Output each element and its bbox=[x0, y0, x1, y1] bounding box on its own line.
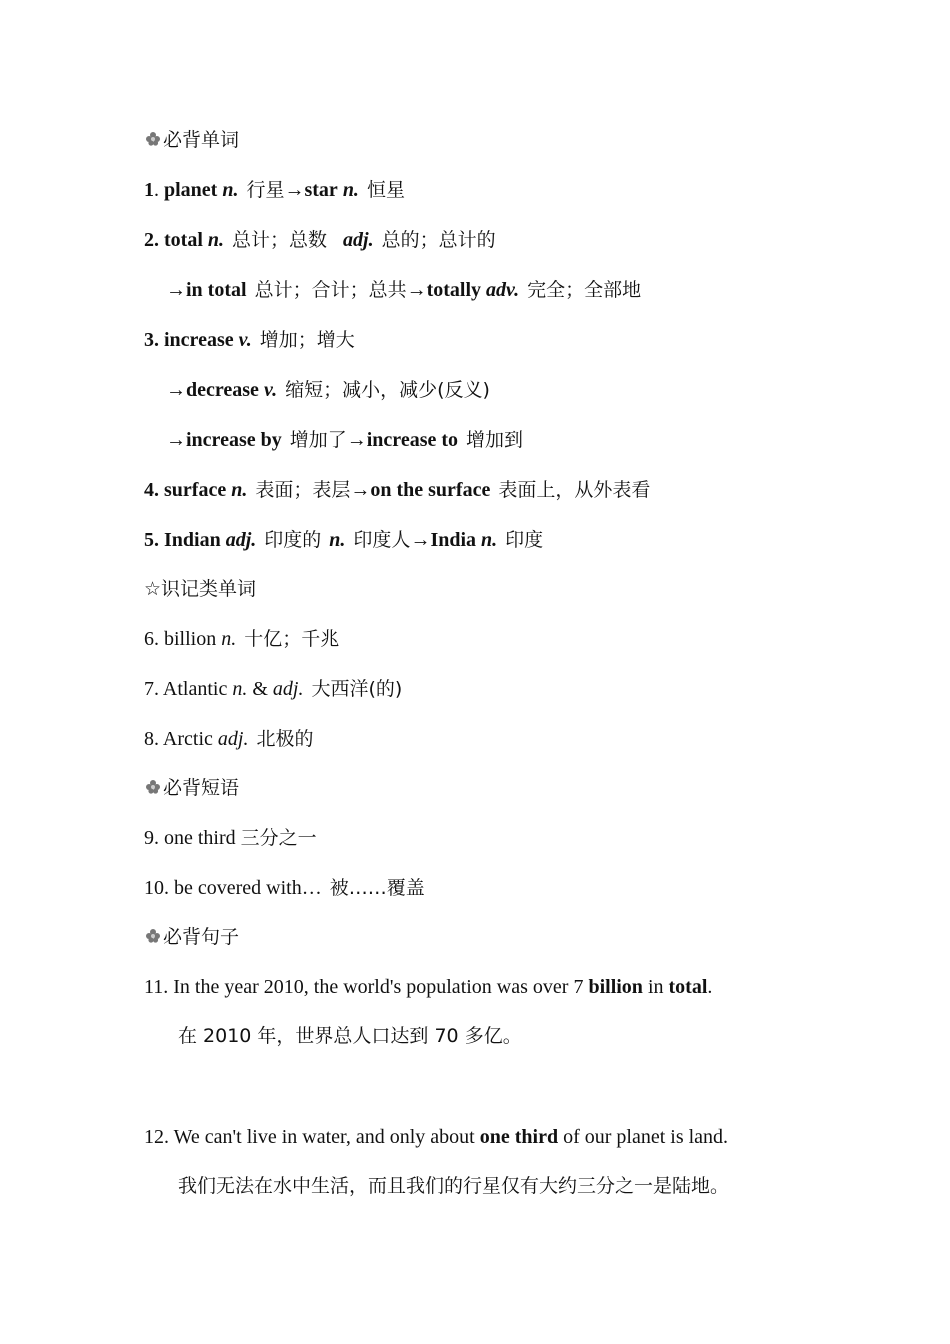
part-of-speech: n. bbox=[207, 229, 225, 251]
phrase-entry-9 bbox=[144, 824, 317, 852]
arrow: → bbox=[166, 429, 186, 451]
vocab-entry-2-derivatives bbox=[166, 276, 641, 304]
vocab-entry-1: 1. planet n. 行星→star n. 恒星 bbox=[144, 179, 405, 201]
entry-number: 7. bbox=[144, 678, 159, 700]
meaning: 完全；全部地 bbox=[527, 279, 642, 301]
sentence-12-english bbox=[144, 1123, 728, 1151]
key-word: billion bbox=[588, 976, 643, 998]
entry-word: billion bbox=[164, 628, 217, 650]
sentence-12-chinese bbox=[178, 1172, 729, 1200]
key-word: total bbox=[668, 976, 708, 998]
section-title: 必背句子 bbox=[163, 926, 240, 948]
sentence-text: . bbox=[707, 976, 713, 998]
part-of-speech: n. bbox=[222, 179, 239, 201]
meaning: 印度 bbox=[505, 529, 544, 551]
meaning: 表面；表层 bbox=[255, 479, 351, 501]
vocab-entry-5 bbox=[144, 526, 543, 554]
related-word: star bbox=[304, 179, 338, 201]
part-of-speech: n. bbox=[221, 628, 237, 650]
entry-word: surface bbox=[164, 479, 227, 501]
meaning: 表面上，从外表看 bbox=[498, 479, 651, 501]
entry-number: 4. bbox=[144, 479, 159, 501]
section-heading-memorize-words bbox=[144, 575, 256, 603]
sentence-text: We can't live in water, and only about bbox=[173, 1126, 475, 1148]
phrase-entry-10 bbox=[144, 874, 425, 902]
part-of-speech: n. bbox=[329, 529, 346, 551]
vocab-entry-8 bbox=[144, 725, 313, 753]
sentence-11-english bbox=[144, 973, 712, 1001]
arrow: → bbox=[166, 279, 186, 301]
sentence-11-chinese bbox=[178, 1022, 522, 1050]
part-of-speech: n. bbox=[231, 479, 248, 501]
translation: 在 2010 年，世界总人口达到 70 多亿。 bbox=[178, 1025, 522, 1047]
flower-icon bbox=[144, 778, 162, 796]
part-of-speech: n. bbox=[232, 678, 248, 700]
meaning: 印度人 bbox=[353, 529, 411, 551]
sentence-text: of our planet is land. bbox=[563, 1126, 729, 1148]
part-of-speech: adv. bbox=[486, 279, 520, 301]
related-phrase: in total bbox=[186, 279, 247, 301]
meaning: 恒星 bbox=[366, 179, 405, 201]
vocab-entry-6 bbox=[144, 625, 339, 653]
vocab-entry-3 bbox=[144, 326, 355, 354]
section-title: 必背短语 bbox=[163, 777, 240, 799]
section-heading-must-sentences bbox=[144, 923, 239, 951]
key-word: one third bbox=[479, 1126, 559, 1148]
arrow: → bbox=[284, 179, 305, 201]
sentence-number: 11. bbox=[144, 976, 169, 998]
entry-word: Arctic bbox=[162, 728, 213, 750]
arrow: → bbox=[166, 379, 186, 401]
section-title: ☆识记类单词 bbox=[144, 578, 257, 600]
arrow: → bbox=[410, 529, 431, 551]
entry-number: 9. bbox=[144, 827, 159, 849]
related-phrase: increase by bbox=[186, 429, 282, 451]
meaning: 三分之一 bbox=[240, 827, 317, 849]
ampersand: & bbox=[252, 678, 268, 700]
section-heading-must-words bbox=[144, 126, 239, 154]
entry-number: 6. bbox=[144, 628, 159, 650]
related-word: India bbox=[430, 529, 477, 551]
entry-number: 10. bbox=[144, 877, 169, 899]
vocab-entry-3-antonym bbox=[166, 376, 490, 404]
part-of-speech: v. bbox=[238, 329, 252, 351]
meaning: 行星 bbox=[246, 179, 285, 201]
flower-icon bbox=[144, 130, 162, 148]
meaning: 印度的 bbox=[264, 529, 322, 551]
section-heading-must-phrases bbox=[144, 774, 239, 802]
related-phrase: on the surface bbox=[370, 479, 491, 501]
vocab-entry-3-phrases bbox=[166, 426, 523, 454]
part-of-speech: n. bbox=[481, 529, 498, 551]
meaning: 总计；总数 bbox=[232, 229, 328, 251]
related-phrase: increase to bbox=[366, 429, 459, 451]
entry-word: Atlantic bbox=[162, 678, 228, 700]
entry-phrase: one third bbox=[164, 827, 236, 849]
entry-number: 2. bbox=[144, 229, 159, 251]
meaning: 十亿；千兆 bbox=[244, 628, 340, 650]
entry-word: total bbox=[164, 229, 203, 251]
arrow: → bbox=[350, 479, 371, 501]
entry-number: 8. bbox=[144, 728, 159, 750]
section-title: 必背单词 bbox=[163, 129, 240, 151]
part-of-speech: adj. bbox=[217, 728, 249, 750]
meaning: 增加到 bbox=[466, 429, 524, 451]
sentence-text: in bbox=[647, 976, 664, 998]
part-of-speech: n. bbox=[342, 179, 359, 201]
translation: 我们无法在水中生活，而且我们的行星仅有大约三分之一是陆地。 bbox=[178, 1175, 730, 1197]
part-of-speech: adj. bbox=[225, 529, 257, 551]
flower-icon bbox=[144, 927, 162, 945]
vocab-entry-7 bbox=[144, 675, 402, 703]
part-of-speech: adj. bbox=[343, 229, 374, 251]
entry-word: increase bbox=[164, 329, 234, 351]
vocab-entry-4 bbox=[144, 476, 650, 504]
meaning: 增加；增大 bbox=[259, 329, 355, 351]
related-word: totally bbox=[426, 279, 482, 301]
meaning: 北极的 bbox=[256, 728, 314, 750]
related-word: decrease bbox=[186, 379, 259, 401]
entry-number: 3. bbox=[144, 329, 159, 351]
sentence-number: 12. bbox=[144, 1126, 169, 1148]
entry-number: 1 bbox=[144, 179, 154, 201]
meaning: 总的；总计的 bbox=[381, 229, 496, 251]
part-of-speech: adj. bbox=[272, 678, 304, 700]
meaning: 增加了 bbox=[289, 429, 347, 451]
meaning: 被……覆盖 bbox=[329, 877, 425, 899]
part-of-speech: v. bbox=[263, 379, 278, 401]
vocab-entry-2 bbox=[144, 226, 496, 254]
arrow: → bbox=[346, 429, 367, 451]
entry-word: planet bbox=[164, 179, 218, 201]
meaning: 总计；合计；总共 bbox=[254, 279, 407, 301]
entry-phrase: be covered with… bbox=[174, 877, 322, 899]
sentence-text: In the year 2010, the world's population was over 7 bbox=[173, 976, 584, 998]
arrow: → bbox=[406, 279, 427, 301]
meaning: 缩短；减小，减少(反义) bbox=[285, 379, 490, 401]
entry-number: 5. bbox=[144, 529, 159, 551]
meaning: 大西洋(的) bbox=[311, 678, 403, 700]
entry-word: Indian bbox=[164, 529, 221, 551]
